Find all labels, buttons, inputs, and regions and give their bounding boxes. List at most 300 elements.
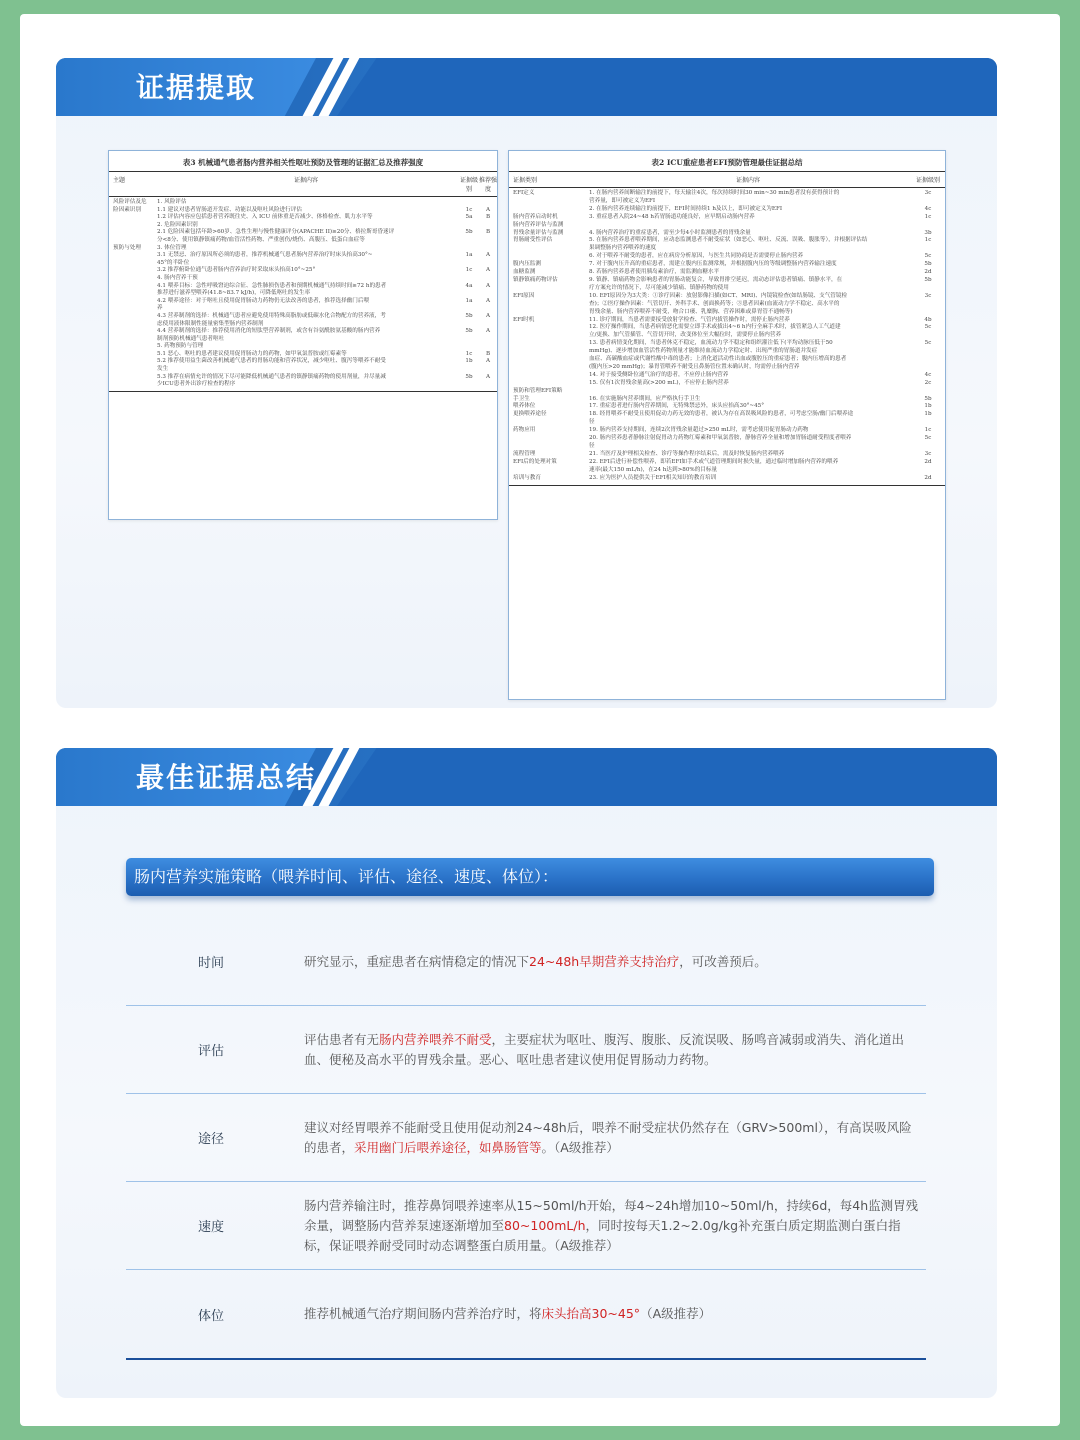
body-text: ，同时按每天1.2~2.0g/kg补充蛋白质定期监测白蛋白指标，保证喂养耐受同时动态调整蛋白质用量。（A级推荐）	[304, 1217, 901, 1253]
cell-grade: A	[485, 358, 491, 365]
cell-level	[911, 467, 945, 475]
row-text	[304, 1030, 926, 1070]
cell-topic: 手卫生	[513, 395, 530, 402]
table-row	[509, 285, 945, 293]
table-row	[109, 343, 497, 351]
cell-topic: 肠内营养评估与监测	[513, 221, 564, 228]
table-row	[109, 290, 497, 298]
cell-content: 3.2 推荐俯卧位通气患者肠内营养治疗时采取床头抬高10°~25°	[157, 267, 316, 274]
cell-topic	[109, 351, 157, 359]
header-topic: 主题	[113, 177, 126, 184]
cell-topic	[109, 222, 157, 230]
cell-topic	[109, 214, 157, 222]
cell-topic: 镇静镇痛药物评估	[513, 276, 558, 283]
cell-content: 径	[589, 443, 595, 449]
cell-level: 5c	[924, 435, 932, 442]
summary-row	[126, 1182, 926, 1270]
section-title: 最佳证据总结	[136, 761, 317, 794]
table-row	[509, 364, 945, 372]
table-row	[109, 321, 497, 329]
cell-level: 1c	[924, 213, 932, 220]
cell-grade: B	[485, 350, 491, 357]
cell-level	[459, 343, 479, 351]
table-row	[509, 261, 945, 269]
cell-topic	[109, 298, 157, 306]
strategy-subtitle: 肠内营养实施策略（喂养时间、评估、途径、速度、体位）：	[126, 858, 934, 896]
cell-topic	[509, 332, 589, 340]
table-row	[109, 267, 497, 275]
body-text: 肠内营养输注时，推荐鼻饲喂养速率从15~50ml/h开始，每4~24h增加10~50ml/h，持续6d，每4h监测胃残余量，调整肠内营养泵速逐渐增加至	[304, 1197, 919, 1233]
cell-content: 22. EFI后进行补偿性喂养，即若EFI如手术或气道管理期间时损失量，通过临时增加肠内营养的喂养	[589, 458, 839, 465]
cell-content: 6. 对于喂养不耐受的患者，应在病房分析原因，与医生共同协商是否需要停止肠内营养	[589, 253, 804, 260]
cell-topic	[509, 348, 589, 356]
cell-level: 2d	[924, 269, 932, 276]
cell-content: 7. 对于腹内压升高的重症患者，需建立腹内压监测常规，并根据腹内压的等级调整肠内营养输注速度	[589, 261, 837, 268]
cell-grade	[479, 321, 497, 329]
cell-topic: 预防和管理EFI策略	[513, 387, 563, 394]
cell-topic: 培训与教育	[513, 474, 541, 481]
body-text: ，可改善预后。	[679, 953, 767, 969]
highlight-text: 24~48h早期营养支持治疗	[529, 953, 680, 969]
table-row	[109, 313, 497, 321]
cell-level	[911, 285, 945, 293]
cell-level	[459, 199, 479, 207]
table-header	[509, 171, 945, 188]
cell-level	[459, 275, 479, 283]
cell-level	[911, 443, 945, 451]
cell-topic: EFI原因	[513, 292, 535, 299]
cell-topic	[509, 253, 589, 261]
cell-grade: B	[485, 214, 491, 221]
cell-level: 5b	[924, 261, 932, 268]
cell-topic	[509, 435, 589, 443]
cell-grade	[479, 275, 497, 283]
cell-content: 4.3 营养制剂的选择：机械通气患者应避免使用特殊高脂肪或低碳水化合物配方的营养液，考	[157, 312, 386, 319]
cell-content: 13. 患者病情变化期间，当患者休克不稳定，血流动力学不稳定和组织灌注低下(平均动脉压低于50	[589, 340, 833, 347]
cell-level	[911, 309, 945, 317]
cell-level: 1c	[465, 206, 473, 213]
cell-content: 查)；②医疗操作因素：气管切开、外科手术、创面换药等；③患者因素(血流动力学不稳定、高水平的	[589, 300, 840, 307]
cell-grade: B	[485, 229, 491, 236]
cell-content: 11. 诊疗期间，当患者需要接受放射学检查、气管内拔管操作时，需停止肠内营养	[589, 316, 790, 323]
cell-topic	[509, 372, 589, 380]
summary-row	[126, 1006, 926, 1094]
cell-topic: EFI时机	[513, 316, 535, 323]
cell-content: 5.1 恶心、呕吐的患者建议使用促胃肠动力的药物，如甲氧氯普胺或红霉素等	[157, 350, 347, 357]
table-row	[509, 190, 945, 198]
cell-level: 1a	[465, 252, 473, 259]
table-row	[509, 380, 945, 388]
header-grade: 推荐强度	[479, 177, 498, 193]
cell-level	[911, 332, 945, 340]
highlight-text: 床头抬高30~45°	[541, 1306, 641, 1321]
cell-level: 1c	[465, 267, 473, 274]
cell-content: 23. 应为医护人员提供关于EFI相关知识的教育培训	[589, 474, 717, 481]
body-text: 建议对经胃喂养不能耐受且使用促动剂24~48h后，喂养不耐受症状仍然存在（GRV>500ml），有高误吸风险的患者，	[304, 1119, 912, 1155]
cell-content: 19. 肠内营养支持期间，连续2次胃残余量超过>250 mL时，需考虑使用促胃肠动力药物	[589, 427, 809, 434]
body-text: 推荐机械通气治疗期间肠内营养治疗时，将	[304, 1306, 542, 1321]
cell-content: 2.1 危险因素包括年龄>60岁、急性生理与慢性健康评分(APACHE II)≥20分、格拉斯哥昏迷评	[157, 229, 395, 236]
table-row	[109, 298, 497, 306]
cell-topic	[109, 237, 157, 245]
cell-level: 5b	[465, 229, 473, 236]
cell-grade: A	[485, 328, 491, 335]
summary-row	[126, 1094, 926, 1182]
cell-content: 21. 当医疗及护理相关检查、诊疗等操作程序结束后，需及时恢复肠内营养喂养	[589, 450, 785, 457]
cell-level: 1c	[924, 237, 932, 244]
cell-level: 4a	[465, 282, 473, 289]
highlight-text: 肠内营养喂养不耐受	[379, 1031, 492, 1047]
summary-row	[126, 918, 926, 1006]
cell-topic	[509, 301, 589, 309]
cell-topic: EFI定义	[513, 190, 535, 196]
cell-content: 4.1 喂养目标：急性呼吸窘迫综合征、急性肺损伤患者和预期机械通气持续时间≥72 h的患者	[157, 282, 387, 289]
cell-level: 5c	[924, 253, 932, 260]
cell-level: 1b	[465, 358, 473, 365]
cell-content: mmHg)、逐步增加血管活性药物剂量才能维持血流动力学稳定时、出现严重的胃肠道并发症	[589, 348, 818, 355]
section-header-bar	[56, 58, 997, 116]
cell-grade	[479, 381, 497, 389]
cell-topic	[109, 267, 157, 275]
header-bar-tail	[337, 748, 997, 806]
table-caption: 表2 ICU重症患者EFI预防管理最佳证据总结	[651, 158, 803, 167]
cell-content: 4. 肠内营养治疗的重症患者，需至少每4小时监测患者的胃残余量	[589, 229, 751, 236]
cell-content: 14. 对于接受侧卧位通气治疗的患者，不应停止肠内营养	[589, 371, 729, 378]
table-3	[108, 150, 498, 520]
table-row	[509, 206, 945, 214]
cell-level	[911, 222, 945, 230]
table-row	[509, 348, 945, 356]
table-row	[509, 253, 945, 261]
cell-level	[911, 198, 945, 206]
cell-content: 12. 医疗操作期间，当患者病情恶化需要立即手术或拔出4~6 h内行全麻手术时，拔管紧急人工气道建	[589, 324, 841, 331]
cell-content: 1. 风险评估	[157, 199, 187, 205]
best-evidence-panel	[56, 748, 997, 1398]
cell-content: 发生	[157, 366, 169, 373]
table-row	[509, 443, 945, 451]
cell-grade: A	[485, 373, 491, 380]
cell-level	[459, 245, 479, 253]
cell-topic	[109, 252, 157, 260]
cell-topic	[109, 275, 157, 283]
table-row	[109, 252, 497, 260]
cell-level: 2d	[924, 458, 932, 465]
cell-topic: 肠内营养启动时机	[513, 213, 558, 220]
cell-content	[589, 388, 911, 396]
cell-topic	[509, 206, 589, 214]
table-body	[509, 188, 945, 485]
cell-topic	[109, 305, 157, 313]
table-header	[109, 171, 497, 197]
cell-content	[589, 222, 911, 230]
cell-level	[911, 348, 945, 356]
cell-topic: 预防与处理	[113, 244, 141, 251]
table-row	[509, 269, 945, 277]
cell-level	[459, 237, 479, 245]
cell-level	[459, 381, 479, 389]
cell-topic: 腹内压监测	[513, 261, 541, 268]
cell-level	[911, 301, 945, 309]
cell-grade	[479, 305, 497, 313]
cell-topic	[509, 198, 589, 206]
table-row	[109, 328, 497, 336]
cell-grade	[479, 366, 497, 374]
cell-topic: 流程管理	[513, 450, 536, 457]
cell-level: 5b	[465, 312, 473, 319]
table-footer-rule	[509, 485, 945, 486]
body-text: 研究显示，重症患者在病情稳定的情况下	[304, 953, 530, 969]
cell-topic: EFI后的处理对策	[513, 458, 557, 465]
cell-content: 5. 药物预防与管理	[157, 343, 204, 350]
cell-topic	[509, 245, 589, 253]
cell-topic	[509, 340, 589, 348]
cell-topic	[109, 366, 157, 374]
cell-content: 4.4 营养制剂的选择：推荐使用消化的短肽型营养制剂，或含有谷氨酰胺氨基酸的肠内营养	[157, 328, 381, 335]
body-text: （A级推荐）	[640, 1306, 712, 1321]
cell-grade	[479, 290, 497, 298]
cell-content: 3. 体位管理	[157, 244, 187, 251]
cell-topic: 血糖监测	[513, 269, 536, 276]
cell-topic	[109, 313, 157, 321]
table-row	[509, 356, 945, 364]
cell-content: 1.2 评估内容应包括患者营养既往史、入 ICU 前体重是否减少、体格检查、肌力水平等	[157, 214, 373, 221]
header-content: 证据内容	[293, 177, 318, 184]
cell-topic	[109, 321, 157, 329]
cell-topic	[509, 285, 589, 293]
cell-content: 速率(最大150 mL/h)，在24 h达到>80%的目标量	[589, 466, 718, 473]
table-row	[109, 283, 497, 291]
cell-topic: 更换喂养途径	[513, 411, 547, 418]
table-row	[109, 275, 497, 283]
cell-level	[459, 321, 479, 329]
row-label: 体位	[198, 1308, 225, 1324]
cell-content: 养	[157, 305, 163, 312]
cell-grade	[479, 336, 497, 344]
cell-topic: 药物应用	[513, 427, 536, 434]
cell-grade	[479, 237, 497, 245]
table-row	[509, 277, 945, 285]
cell-topic	[509, 467, 589, 475]
table-row	[509, 388, 945, 396]
header-bar-tail	[337, 58, 997, 116]
section-header-bar	[56, 748, 997, 806]
table-row	[509, 419, 945, 427]
row-label: 速度	[198, 1220, 225, 1235]
table-row	[509, 427, 945, 435]
cell-level	[911, 419, 945, 427]
cell-level: 4b	[924, 316, 932, 323]
cell-topic	[509, 364, 589, 372]
cell-grade	[479, 199, 497, 207]
evidence-extraction-panel	[56, 58, 997, 708]
cell-level: 5b	[924, 395, 932, 402]
highlight-text: 80~100mL/h	[504, 1217, 586, 1233]
cell-content: 20. 肠内营养患者静脉注射促胃动力药物红霉素和甲氧氯普胺，静脉营养全量和增加胃肠道耐受程度者喂养	[589, 435, 852, 442]
cell-content: 5.3 推荐在病情允许的情况下尽可能降低机械通气患者的镇静镇痛药物的使用剂量，并尽量减	[157, 373, 386, 380]
cell-topic	[109, 260, 157, 268]
cell-grade: A	[485, 282, 491, 289]
cell-grade: A	[485, 267, 491, 274]
table-row	[509, 467, 945, 475]
cell-content: 4.2 喂养途径：对于呕吐且使用促胃肠动力药物仍无法改善的患者，推荐选择幽门后喂	[157, 297, 370, 304]
cell-level: 5b	[465, 328, 473, 335]
cell-grade	[479, 260, 497, 268]
table-row	[109, 358, 497, 366]
cell-level: 5a	[465, 214, 473, 221]
cell-level: 3b	[924, 229, 932, 236]
table-row	[509, 309, 945, 317]
table-row	[509, 214, 945, 222]
table-row	[509, 435, 945, 443]
cell-content: 营养量，即可被定义为EFI	[589, 197, 656, 204]
table-row	[509, 411, 945, 419]
header-level: 证据级别	[915, 177, 940, 184]
cell-content: 径	[589, 419, 595, 426]
cell-topic	[509, 380, 589, 388]
table-2	[508, 150, 946, 700]
body-text: 。（A级推荐）	[541, 1139, 619, 1155]
cell-content: 16. 在实施肠内营养期间，应严格执行手卫生	[589, 395, 701, 402]
cell-content: 3.1 无禁忌、治疗原因所必须的患者，推荐机械通气患者肠内营养治疗时床头抬高30°~	[157, 252, 373, 259]
header-topic: 证据类别	[513, 177, 538, 184]
cell-level: 1b	[924, 403, 932, 410]
cell-level: 1c	[924, 427, 932, 434]
cell-content: 4. 肠内营养干预	[157, 274, 198, 281]
cell-content: 5. 在肠内营养患者喂养期间，应动态监测患者不耐受症状（如恶心、呕吐、反流、误吸、腹胀等），并根据评估结	[589, 237, 868, 244]
table-row	[509, 475, 945, 483]
cell-level	[459, 260, 479, 268]
row-text	[304, 1304, 926, 1324]
cell-content: 制剂预防机械通气患者呕吐	[157, 335, 225, 342]
cell-grade	[479, 222, 497, 230]
section-title: 证据提取	[136, 71, 257, 104]
cell-topic	[109, 358, 157, 366]
cell-topic	[509, 356, 589, 364]
cell-content: 9. 镇静、镇痛药物会影响患者的胃肠动能复合，导致胃排空延迟，需动态评估患者镇痛、镇静水平，在	[589, 276, 843, 283]
cell-content: 分<8分、使用镇静镇痛药物/血管活性药物、严重创伤/烧伤、高腹压、低蛋白血症等	[157, 236, 365, 243]
cell-level: 5b	[465, 373, 473, 380]
cell-level	[911, 364, 945, 372]
cell-topic	[109, 229, 157, 237]
table-row	[109, 305, 497, 313]
cell-topic	[109, 328, 157, 336]
cell-content: 8. 若肠内营养患者使用胰岛素治疗，需监测血糖水平	[589, 269, 720, 276]
cell-level: 3c	[924, 190, 932, 196]
cell-topic	[509, 443, 589, 451]
cell-content: 45°的半卧位	[157, 259, 190, 266]
cell-content: 血症、高碳酸血症或代谢性酸中毒的患者；上消化道活动性出血或腹腔压的重症患者；腹内压增高的患者	[589, 356, 847, 363]
table-row	[109, 229, 497, 237]
summary-row	[126, 1270, 926, 1360]
table-footer-rule	[109, 391, 497, 392]
cell-level	[459, 366, 479, 374]
table-row	[109, 199, 497, 207]
cell-content: 虑使用液体限制性能量密集型肠内营养制剂	[157, 320, 264, 327]
table-row	[109, 381, 497, 389]
summary-table	[126, 918, 926, 1360]
cell-level: 2c	[924, 379, 932, 386]
cell-topic: 险因素识别	[113, 206, 141, 213]
highlight-text: 采用幽门后喂养途径，如鼻肠管等	[354, 1139, 542, 1155]
row-text	[304, 1196, 926, 1256]
cell-grade: A	[485, 206, 491, 213]
table-body	[109, 197, 497, 391]
cell-topic	[109, 283, 157, 291]
cell-grade	[479, 245, 497, 253]
cell-level: 3c	[924, 292, 932, 299]
body-text: ，主要症状为呕吐、腹泻、腹胀、反流误吸、肠鸣音减弱或消失、消化道出血、便秘及高水平的胃残余量。恶心、呕吐患者建议使用促胃肠动力药物。	[304, 1031, 905, 1067]
cell-content: 2. 在肠内营养连续输注的前提下，EFI时间持续1 h及以上，即可被定义为EFI	[589, 205, 783, 212]
table-row	[109, 214, 497, 222]
cell-level: 5c	[924, 340, 932, 347]
cell-topic	[509, 324, 589, 332]
cell-level	[459, 222, 479, 230]
table-row	[509, 293, 945, 301]
cell-content: 10. EFI原因分为3大类：①诊疗因素：放射影像扫描(如CT、MRI)、内镜镜检查(如结肠镜、支气管镜检	[589, 292, 848, 299]
table-row	[509, 340, 945, 348]
cell-content: 5.2 推荐使用益生菌改善机械通气患者的胃肠功能和营养状况，减少呕吐、腹泻等喂养不耐受	[157, 358, 386, 365]
cell-topic	[109, 381, 157, 389]
cell-content: 17. 重症患者进行肠内营养期间，无特殊禁忌外，床头应抬高30°~45°	[589, 403, 765, 410]
cell-level	[459, 336, 479, 344]
cell-content: 推荐进行滋养型喂养(41.8~83.7 kJ/h)，可降低呕吐的发生率	[157, 290, 311, 297]
row-text	[304, 952, 926, 972]
cell-topic: 风险评估及危	[113, 199, 147, 205]
table-row	[109, 366, 497, 374]
body-text: 评估患者有无	[304, 1031, 380, 1047]
cell-content: 立/更换、加气管插管、气管切开时，改变体位至大幅位时，需要停止肠内营养	[589, 332, 782, 339]
cell-content: 2. 危险因素识别	[157, 221, 198, 228]
cell-level	[459, 305, 479, 313]
cell-level	[911, 388, 945, 396]
cell-level: 1b	[924, 411, 932, 418]
cell-grade: A	[485, 297, 491, 304]
cell-level: 1c	[465, 350, 473, 357]
cell-topic: 喂养体位	[513, 403, 536, 410]
cell-level: 1a	[465, 297, 473, 304]
header-level: 证据级别	[459, 177, 478, 193]
cell-content: 胃残余量、肠内营养喂养不耐受，吻合口瘘、乳糜胸、营养困难或鼻胃管不通畅等)	[589, 308, 793, 315]
cell-grade: A	[485, 312, 491, 319]
page-paper	[20, 14, 1060, 1426]
row-label: 途径	[198, 1132, 225, 1147]
cell-content: 3. 重症患者入院24~48 h若胃肠道功能良好，应早期启动肠内营养	[589, 213, 755, 220]
header-content: 证据内容	[735, 177, 760, 184]
cell-content: 18. 经胃喂养不耐受且使用促动力药无效的患者，被认为存在高误吸风险的患者，可考虑空肠/幽门后喂养途	[589, 411, 854, 418]
table-row	[509, 301, 945, 309]
cell-level: 2d	[924, 474, 932, 481]
cell-grade: A	[485, 252, 491, 259]
cell-content: (腹内压>20 mmHg)；暴胃管喂养不耐受且鼻肠管位置未确认时，均需停止肠内营养	[589, 363, 800, 370]
cell-topic: 胃肠耐受性评估	[513, 237, 553, 244]
cell-level	[459, 290, 479, 298]
cell-topic: 胃残余量评估与监测	[513, 229, 564, 236]
row-label: 评估	[198, 1044, 225, 1059]
cell-level: 3c	[924, 450, 932, 457]
cell-topic	[109, 374, 157, 382]
cell-topic	[109, 290, 157, 298]
row-label: 时间	[198, 956, 225, 971]
cell-content: 1.1 建议对患者胃肠道开发症、功能以及呕吐风险进行评估	[157, 206, 302, 213]
cell-content: 15. 仅有1次胃残余量高(>200 mL)，不应停止肠内营养	[589, 379, 729, 386]
table-row	[509, 198, 945, 206]
row-text	[304, 1118, 926, 1158]
cell-level: 5c	[924, 324, 932, 331]
cell-level	[911, 356, 945, 364]
table-row	[509, 451, 945, 459]
table-row	[509, 459, 945, 467]
cell-topic	[109, 336, 157, 344]
